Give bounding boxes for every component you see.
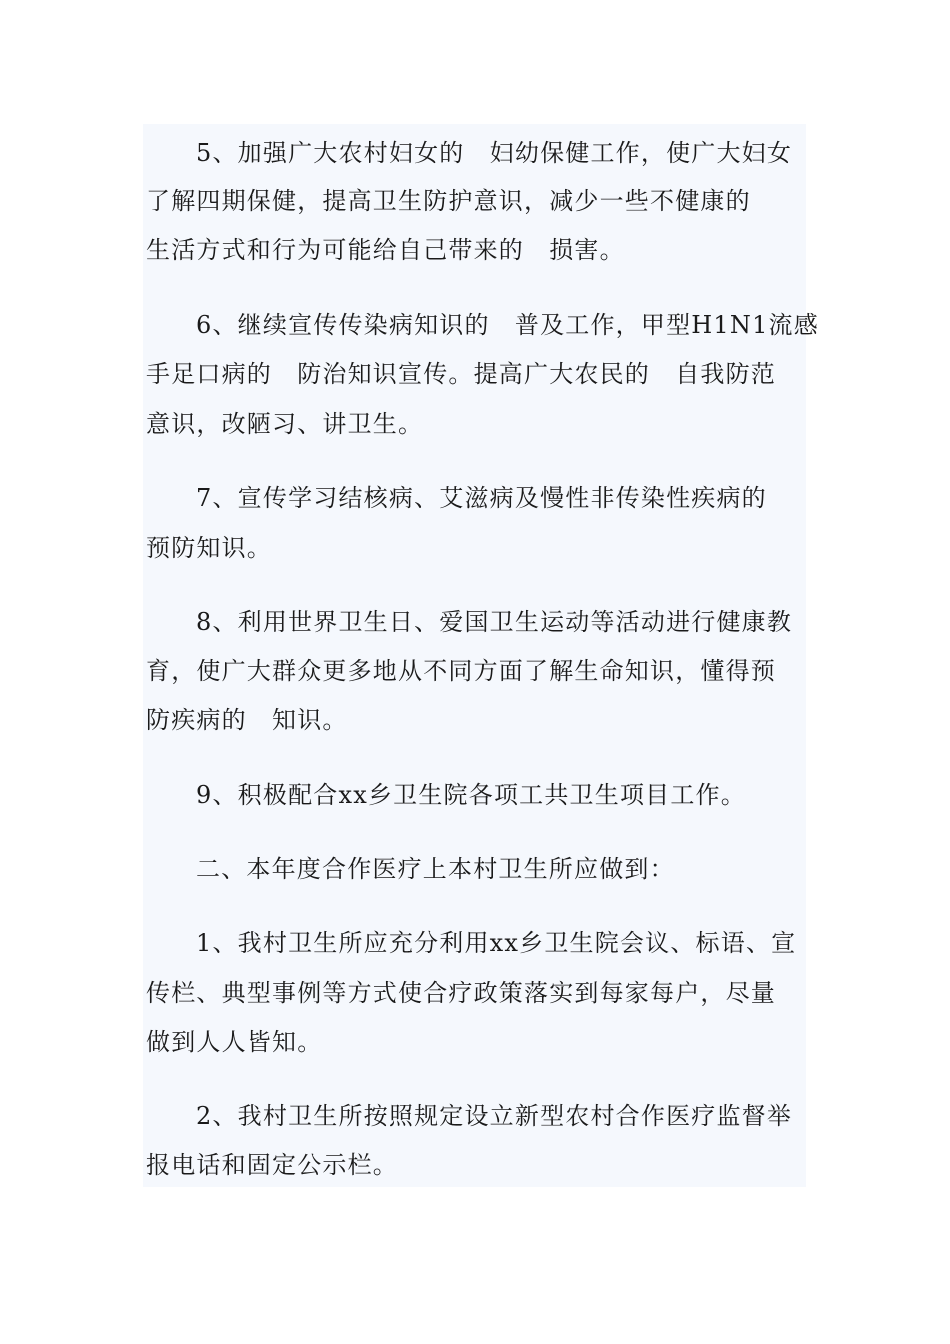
section-2-heading: 二、本年度合作医疗上本村卫生所应做到： xyxy=(196,855,675,883)
item-2-line-2: 报电话和固定公示栏。 xyxy=(146,1151,398,1179)
paragraph-6-line-1: 6、继续宣传传染病知识的 普及工作，甲型H1N1流感 xyxy=(196,311,819,339)
paragraph-7-line-2: 预防知识。 xyxy=(146,534,272,562)
paragraph-6-line-3: 意识，改陋习、讲卫生。 xyxy=(146,410,424,438)
paragraph-7-line-1: 7、宣传学习结核病、艾滋病及慢性非传染性疾病的 xyxy=(196,484,767,512)
paragraph-6-line-2: 手足口病的 防治知识宣传。提高广大农民的 自我防范 xyxy=(146,360,776,388)
paragraph-5-line-1: 5、加强广大农村妇女的 妇幼保健工作，使广大妇女 xyxy=(196,139,793,167)
paragraph-8-line-2: 育，使广大群众更多地从不同方面了解生命知识，懂得预 xyxy=(146,657,776,685)
item-1-line-2: 传栏、典型事例等方式使合疗政策落实到每家每户，尽量 xyxy=(146,979,776,1007)
paragraph-9-line-1: 9、积极配合xx乡卫生院各项工共卫生项目工作。 xyxy=(196,781,746,809)
item-1-line-3: 做到人人皆知。 xyxy=(146,1028,323,1056)
item-2-line-1: 2、我村卫生所按照规定设立新型农村合作医疗监督举 xyxy=(196,1102,793,1130)
paragraph-8-line-1: 8、利用世界卫生日、爱国卫生运动等活动进行健康教 xyxy=(196,608,793,636)
item-1-line-1: 1、我村卫生所应充分利用xx乡卫生院会议、标语、宣 xyxy=(196,929,797,957)
paragraph-5-line-3: 生活方式和行为可能给自己带来的 损害。 xyxy=(146,236,625,264)
paragraph-5-line-2: 了解四期保健，提高卫生防护意识，减少一些不健康的 xyxy=(146,187,751,215)
paragraph-8-line-3: 防疾病的 知识。 xyxy=(146,706,348,734)
